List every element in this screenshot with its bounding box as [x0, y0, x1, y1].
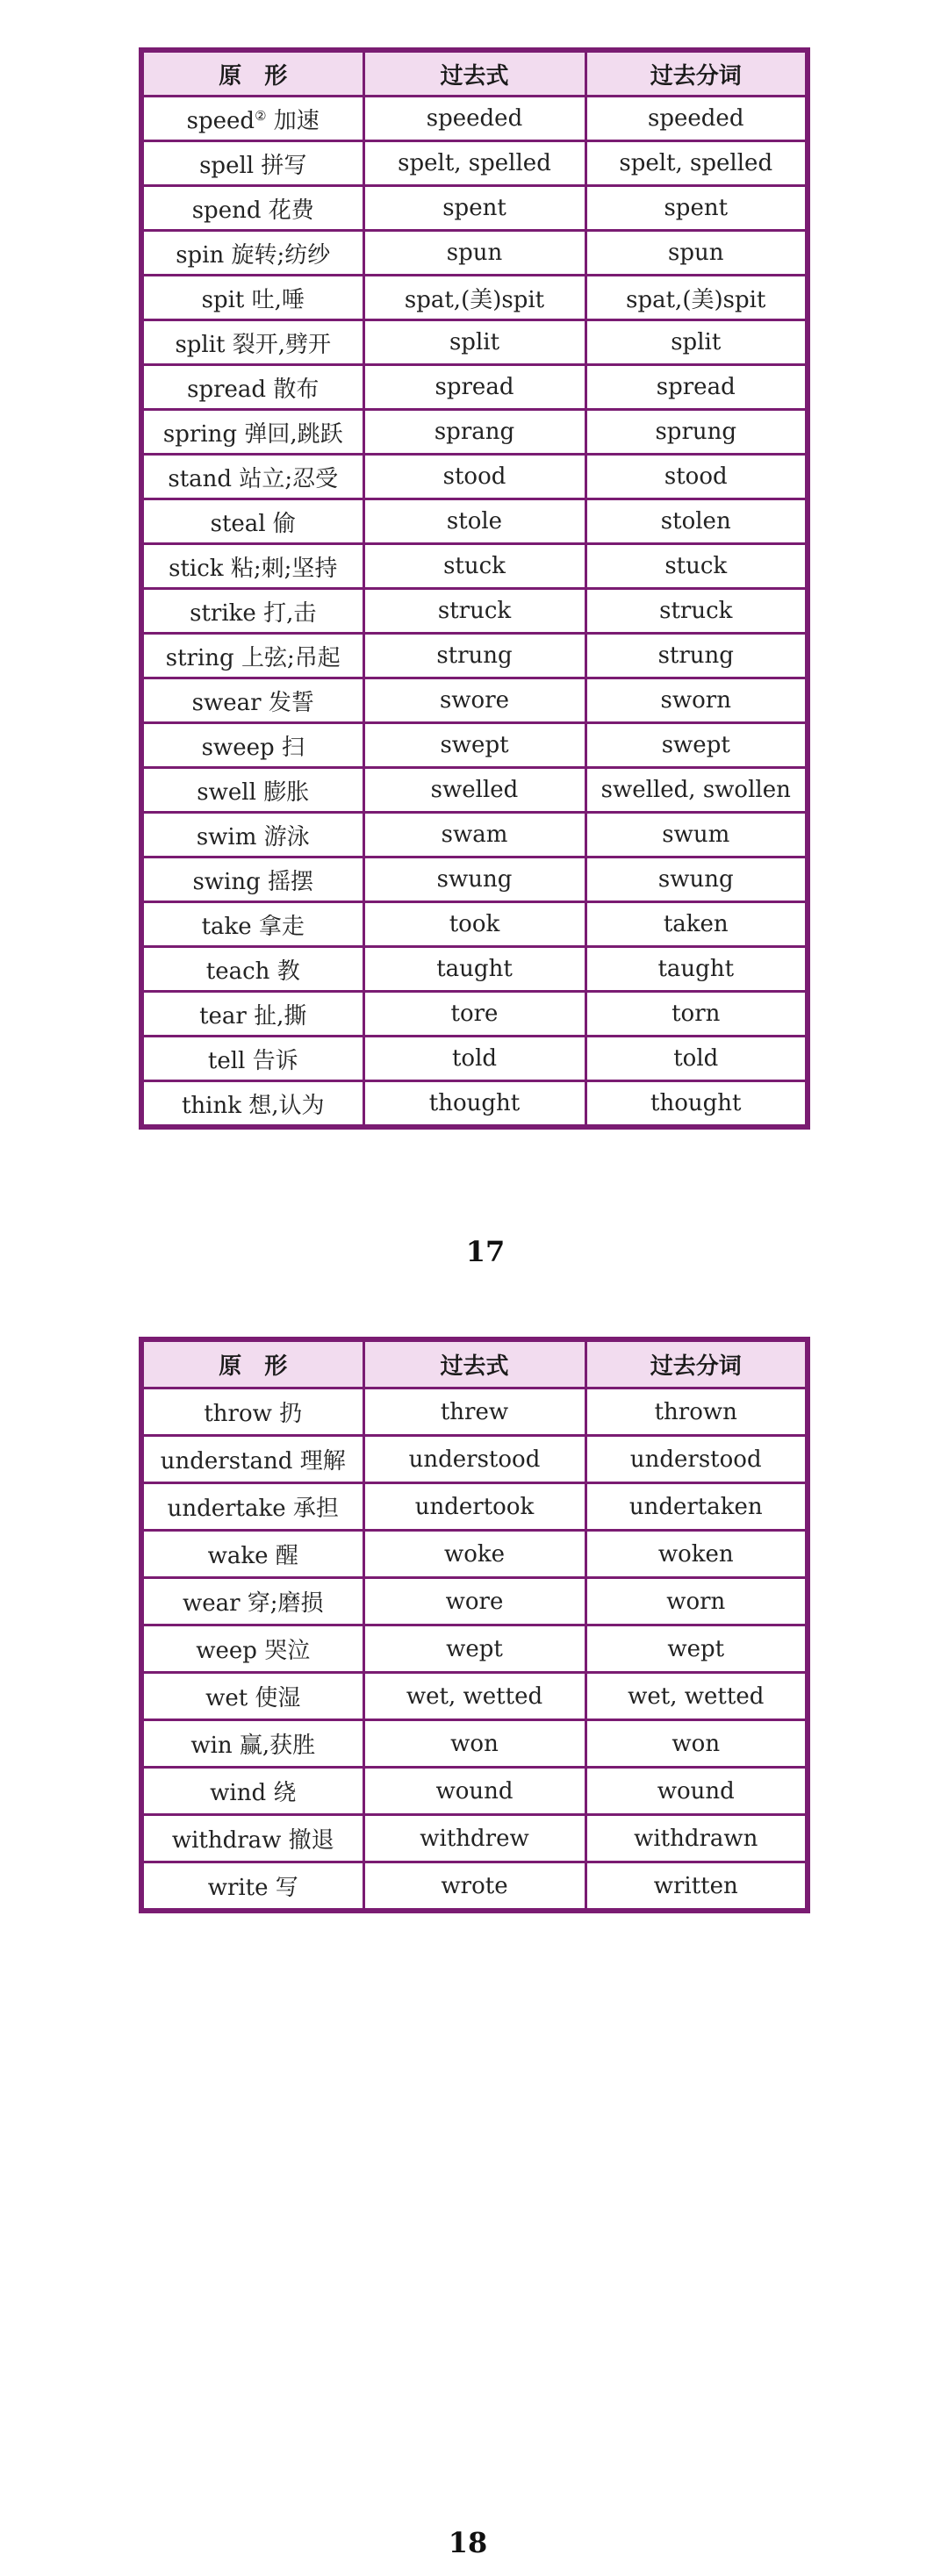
table-row — [141, 992, 808, 1037]
past-participle-cell: thought — [585, 1081, 808, 1128]
base-form: think — [181, 1092, 241, 1119]
base-form-cell — [141, 768, 363, 813]
meaning: 告诉 — [252, 1047, 298, 1074]
past-tense-cell: woke — [363, 1531, 585, 1578]
meaning: 吐,唾 — [251, 286, 305, 313]
header-base-form: 原 形 — [141, 50, 363, 97]
past-tense-cell: tore — [363, 992, 585, 1037]
table-row — [141, 902, 808, 947]
table-row — [141, 1081, 808, 1128]
table-row — [141, 276, 808, 320]
past-tense-cell: wet, wetted — [363, 1673, 585, 1720]
past-tense-cell: wept — [363, 1625, 585, 1673]
base-form: tear — [199, 1002, 247, 1030]
base-form: wear — [182, 1590, 241, 1617]
base-form: understand — [160, 1448, 293, 1475]
past-participle-cell: wet, wetted — [585, 1673, 808, 1720]
base-form-cell — [141, 589, 363, 634]
header-past-tense: 过去式 — [363, 1339, 585, 1388]
base-form-cell — [141, 1483, 363, 1531]
past-participle-cell: thrown — [585, 1388, 808, 1436]
table-row — [141, 141, 808, 186]
base-form: wake — [207, 1543, 269, 1569]
base-form-cell — [141, 992, 363, 1037]
table-row — [141, 1037, 808, 1081]
table-row — [141, 947, 808, 992]
meaning: 承担 — [292, 1496, 339, 1522]
past-participle-cell: swung — [585, 857, 808, 902]
table-row — [141, 320, 808, 365]
past-participle-cell: wound — [585, 1768, 808, 1815]
verb-table-page-18 — [139, 1337, 810, 1913]
past-participle-cell: spread — [585, 365, 808, 410]
past-tense-cell: understood — [363, 1436, 585, 1483]
past-tense-cell: stuck — [363, 544, 585, 589]
past-participle-cell: taken — [585, 902, 808, 947]
past-tense-cell: thought — [363, 1081, 585, 1128]
base-form: take — [201, 913, 252, 940]
base-form: stick — [169, 555, 224, 582]
base-form-cell — [141, 97, 363, 141]
meaning: 摇摆 — [268, 868, 314, 895]
past-participle-cell: swelled, swollen — [585, 768, 808, 813]
past-tense-cell: taught — [363, 947, 585, 992]
footnote-marker: ② — [255, 107, 267, 124]
base-form-cell — [141, 276, 363, 320]
table-row — [141, 1531, 808, 1578]
base-form: weep — [196, 1638, 257, 1664]
base-form-cell — [141, 1673, 363, 1720]
table-row — [141, 1388, 808, 1436]
base-form: string — [165, 644, 234, 671]
past-tense-cell: undertook — [363, 1483, 585, 1531]
base-form: swing — [192, 868, 261, 895]
past-tense-cell: struck — [363, 589, 585, 634]
base-form-cell — [141, 544, 363, 589]
table-row — [141, 857, 808, 902]
meaning: 花费 — [268, 197, 314, 224]
base-form-cell — [141, 1625, 363, 1673]
meaning: 上弦;吊起 — [241, 644, 341, 671]
table-row — [141, 589, 808, 634]
header-past-tense: 过去式 — [363, 50, 585, 97]
base-form-cell — [141, 499, 363, 544]
base-form: spend — [191, 197, 262, 224]
past-participle-cell: torn — [585, 992, 808, 1037]
table-row — [141, 186, 808, 231]
past-tense-cell: told — [363, 1037, 585, 1081]
base-form-cell — [141, 1578, 363, 1625]
meaning: 撤退 — [288, 1827, 334, 1854]
base-form-cell — [141, 365, 363, 410]
page-number: 18 — [448, 2526, 488, 2559]
header-past-participle: 过去分词 — [585, 1339, 808, 1388]
past-participle-cell: worn — [585, 1578, 808, 1625]
base-form: wet — [205, 1685, 248, 1711]
past-participle-cell: speeded — [585, 97, 808, 141]
base-form: tell — [207, 1047, 246, 1074]
past-participle-cell: spat,(美)spit — [585, 276, 808, 320]
past-participle-cell: strung — [585, 634, 808, 678]
table-row — [141, 97, 808, 141]
past-participle-cell: undertaken — [585, 1483, 808, 1531]
base-form-cell — [141, 723, 363, 768]
base-form: speed — [186, 107, 255, 134]
base-form-cell — [141, 320, 363, 365]
table-row — [141, 1578, 808, 1625]
meaning: 游泳 — [263, 823, 310, 850]
base-form-cell — [141, 857, 363, 902]
base-form-cell — [141, 634, 363, 678]
meaning: 穿;磨损 — [247, 1590, 324, 1617]
past-tense-cell: spat,(美)spit — [363, 276, 585, 320]
past-participle-cell: understood — [585, 1436, 808, 1483]
header-past-participle: 过去分词 — [585, 50, 808, 97]
base-form: steal — [210, 510, 266, 537]
past-tense-cell: sprang — [363, 410, 585, 455]
past-tense-cell: swam — [363, 813, 585, 857]
table-row — [141, 544, 808, 589]
meaning: 理解 — [299, 1448, 346, 1475]
base-form: undertake — [167, 1496, 286, 1522]
base-form: write — [207, 1875, 269, 1901]
past-tense-cell: swelled — [363, 768, 585, 813]
meaning: 使湿 — [255, 1685, 301, 1711]
past-tense-cell: speeded — [363, 97, 585, 141]
past-participle-cell: won — [585, 1720, 808, 1768]
table-row — [141, 813, 808, 857]
meaning: 哭泣 — [264, 1638, 311, 1664]
base-form-cell — [141, 231, 363, 276]
meaning: 教 — [276, 958, 300, 985]
base-form: strike — [190, 599, 256, 627]
base-form-cell — [141, 1436, 363, 1483]
meaning: 粘;刺;坚持 — [230, 555, 338, 582]
past-tense-cell: stole — [363, 499, 585, 544]
table-row — [141, 365, 808, 410]
past-participle-cell: told — [585, 1037, 808, 1081]
meaning: 弹回,跳跃 — [244, 420, 343, 448]
meaning: 写 — [275, 1875, 298, 1901]
base-form: teach — [205, 958, 270, 985]
past-participle-cell: swept — [585, 723, 808, 768]
table-row — [141, 678, 808, 723]
base-form-cell — [141, 947, 363, 992]
table-row — [141, 231, 808, 276]
base-form: win — [190, 1733, 233, 1759]
base-form-cell — [141, 1531, 363, 1578]
base-form-cell — [141, 1815, 363, 1862]
past-participle-cell: wept — [585, 1625, 808, 1673]
past-tense-cell: split — [363, 320, 585, 365]
base-form: swear — [191, 689, 262, 716]
base-form-cell — [141, 1081, 363, 1128]
base-form-cell — [141, 1720, 363, 1768]
past-tense-cell: spent — [363, 186, 585, 231]
meaning: 扯,撕 — [254, 1002, 307, 1030]
base-form-cell — [141, 455, 363, 499]
base-form-cell — [141, 186, 363, 231]
base-form-cell — [141, 678, 363, 723]
base-form-cell — [141, 1768, 363, 1815]
past-tense-cell: strung — [363, 634, 585, 678]
past-tense-cell: spread — [363, 365, 585, 410]
past-participle-cell: stood — [585, 455, 808, 499]
table-row — [141, 1768, 808, 1815]
page-number: 17 — [465, 1235, 506, 1268]
table-row — [141, 768, 808, 813]
past-participle-cell: swum — [585, 813, 808, 857]
base-form-cell — [141, 902, 363, 947]
base-form: throw — [204, 1401, 272, 1427]
base-form: split — [175, 331, 226, 358]
base-form-cell — [141, 141, 363, 186]
base-form: spring — [162, 420, 238, 448]
base-form: spell — [199, 152, 255, 179]
meaning: 散布 — [273, 376, 320, 403]
table-row — [141, 410, 808, 455]
header-row — [141, 50, 808, 97]
base-form-cell — [141, 813, 363, 857]
meaning: 拼写 — [261, 152, 307, 179]
meaning: 偷 — [272, 510, 296, 537]
past-tense-cell: wore — [363, 1578, 585, 1625]
header-row — [141, 1339, 808, 1388]
past-tense-cell: stood — [363, 455, 585, 499]
base-form: spread — [187, 376, 267, 403]
past-participle-cell: struck — [585, 589, 808, 634]
past-participle-cell: spent — [585, 186, 808, 231]
table-row — [141, 1483, 808, 1531]
meaning: 扔 — [279, 1401, 303, 1427]
past-tense-cell: swept — [363, 723, 585, 768]
meaning: 醒 — [275, 1543, 298, 1569]
table-row — [141, 1436, 808, 1483]
past-tense-cell: won — [363, 1720, 585, 1768]
past-tense-cell: took — [363, 902, 585, 947]
meaning: 绕 — [273, 1780, 297, 1806]
past-tense-cell: spun — [363, 231, 585, 276]
past-participle-cell: written — [585, 1862, 808, 1912]
meaning: 站立;忍受 — [239, 465, 339, 492]
base-form-cell — [141, 1388, 363, 1436]
past-participle-cell: stolen — [585, 499, 808, 544]
meaning: 扫 — [281, 734, 305, 761]
table-row — [141, 499, 808, 544]
meaning: 发誓 — [268, 689, 314, 716]
past-tense-cell: wrote — [363, 1862, 585, 1912]
meaning: 旋转;纺纱 — [231, 241, 331, 269]
table-row — [141, 1673, 808, 1720]
past-participle-cell: spelt, spelled — [585, 141, 808, 186]
base-form: stand — [168, 465, 233, 492]
meaning: 打,击 — [263, 599, 317, 627]
past-participle-cell: sprung — [585, 410, 808, 455]
table-row — [141, 455, 808, 499]
past-participle-cell: sworn — [585, 678, 808, 723]
past-tense-cell: wound — [363, 1768, 585, 1815]
base-form-cell — [141, 1037, 363, 1081]
meaning: 裂开,劈开 — [232, 331, 332, 358]
header-base-form: 原 形 — [141, 1339, 363, 1388]
past-tense-cell: withdrew — [363, 1815, 585, 1862]
table-row — [141, 723, 808, 768]
table-row — [141, 1625, 808, 1673]
base-form: spit — [201, 286, 245, 313]
meaning: 膨胀 — [263, 779, 310, 806]
base-form: spin — [176, 241, 225, 269]
past-tense-cell: threw — [363, 1388, 585, 1436]
table-row — [141, 1720, 808, 1768]
base-form: swell — [197, 779, 256, 806]
past-participle-cell: withdrawn — [585, 1815, 808, 1862]
table-row — [141, 1815, 808, 1862]
meaning: 拿走 — [258, 913, 305, 940]
table-row — [141, 634, 808, 678]
past-participle-cell: taught — [585, 947, 808, 992]
past-tense-cell: spelt, spelled — [363, 141, 585, 186]
past-tense-cell: swung — [363, 857, 585, 902]
past-tense-cell: swore — [363, 678, 585, 723]
base-form: swim — [196, 823, 257, 850]
meaning: 想,认为 — [248, 1092, 325, 1119]
base-form-cell — [141, 1862, 363, 1912]
past-participle-cell: spun — [585, 231, 808, 276]
verb-table-page-17 — [139, 47, 810, 1130]
base-form: wind — [210, 1780, 267, 1806]
meaning: 赢,获胜 — [239, 1733, 316, 1759]
base-form-cell — [141, 410, 363, 455]
past-participle-cell: split — [585, 320, 808, 365]
base-form: withdraw — [171, 1827, 282, 1854]
meaning: 加速 — [273, 107, 320, 134]
past-participle-cell: woken — [585, 1531, 808, 1578]
past-participle-cell: stuck — [585, 544, 808, 589]
table-row — [141, 1862, 808, 1912]
base-form: sweep — [201, 734, 275, 761]
